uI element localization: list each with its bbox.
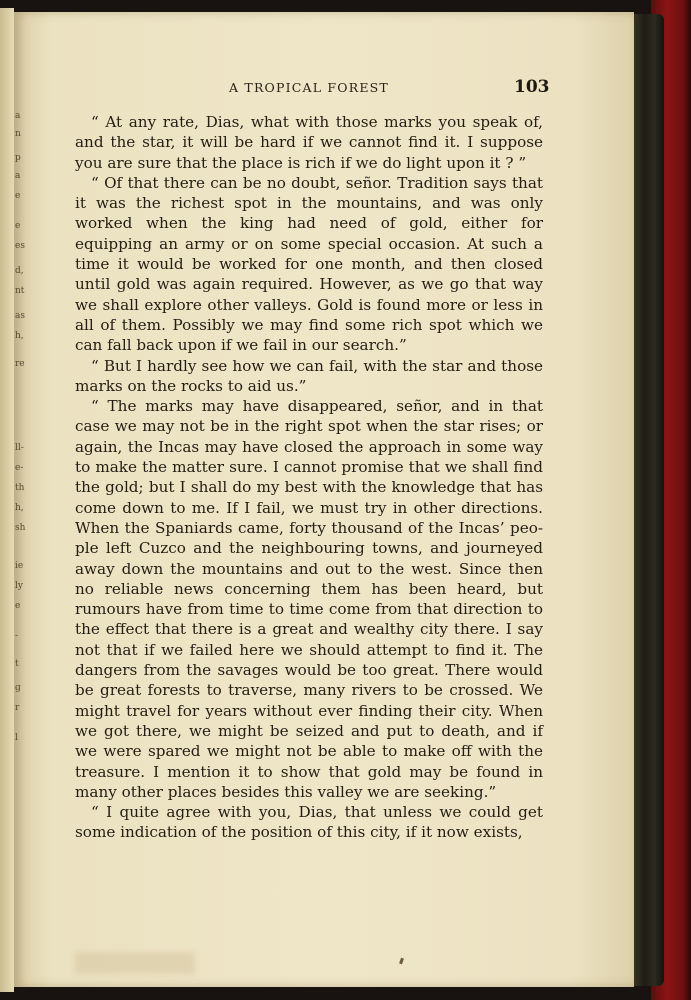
paragraph: “ But I hardly see how we can fail, with the star and those marks on the rocks to aid us.” (75, 356, 543, 395)
margin-fragment: t (15, 659, 19, 669)
margin-fragment: g (15, 683, 21, 693)
margin-fragment: sh (15, 523, 26, 533)
margin-fragment: ll- (15, 443, 24, 453)
margin-fragment: ly (15, 581, 23, 591)
margin-fragment: nt (15, 286, 25, 296)
paragraph: “ I quite agree with you, Dias, that unless we could get some indication of the position of this city, if it now exists, (75, 803, 543, 842)
running-head: A TROPICAL FOREST (229, 80, 389, 95)
margin-text-fragments (14, 112, 26, 762)
paragraph: “ At any rate, Dias, what with those marks you speak of, and the star, it will be hard if we cannot find it. I suppose you are sure that the place is rich if we do light upon it ? ” (75, 113, 543, 172)
margin-fragment: a (15, 171, 21, 181)
margin-fragment: re (15, 359, 25, 369)
margin-fragment: h, (15, 331, 24, 341)
margin-fragment: es (15, 241, 25, 251)
margin-fragment: n (15, 129, 21, 139)
margin-fragment: l (15, 733, 18, 743)
margin-fragment: r (15, 703, 20, 713)
margin-fragment: a (15, 111, 21, 121)
margin-fragment: ie (15, 561, 24, 571)
page-number: 103 (514, 77, 550, 97)
page-block-edge (632, 14, 664, 986)
margin-fragment: e (15, 601, 21, 611)
margin-fragment: d, (15, 266, 24, 276)
margin-fragment: - (15, 631, 19, 641)
body-text (75, 112, 543, 843)
margin-fragment: e (15, 191, 21, 201)
margin-fragment: as (15, 311, 25, 321)
margin-fragment: h, (15, 503, 24, 513)
page-header (0, 66, 691, 97)
margin-fragment: th (15, 483, 25, 493)
paragraph: “ Of that there can be no doubt, señor. Tradition says that it was the richest spot in the mountains, and was only worked when the king had need of gold, either for equipping an army or on some special occasion. At such a time it would be worked for one month, and then closed until gold was again required. However, as we go that way we shall explore other valleys. Gold is found more or less in all of them. Possibly we may find some rich spot which we can fall back upon if we fail in our search.” (75, 173, 543, 355)
previous-page-edge (0, 8, 14, 992)
margin-fragment: e (15, 221, 21, 231)
margin-fragment: e- (15, 463, 24, 473)
margin-fragment: p (15, 153, 21, 163)
paragraph: “ The marks may have disappeared, señor, and in that case we may not be in the right spot when the star rises; or again, the Incas may have closed the approach in some way to make the matter sure. I cannot promise that we shall find the gold; but I shall do my best with the knowledge that has come down to me. If I fail, we must try in other directions. When the Spaniards came, forty thousand of the Incas’ people left Cuzco and the neighbouring towns, and journeyed away down the mountains and out to the west. Since then no reliable news concerning them has been heard, but rumours have from time to time come from that direction to the effect that there is a great and wealthy city there. I say not that if we failed here we should attempt to find it. The dangers from the savages would be too great. There would be great forests to traverse, many rivers to be crossed. We might travel for years without ever finding their city. When we got there, we might be seized and put to death, and if we were spared we might not be able to make off with the treasure. I mention it to show that gold may be found in many other places besides this valley we are seeking.” (75, 397, 543, 801)
page-stain (75, 952, 195, 974)
